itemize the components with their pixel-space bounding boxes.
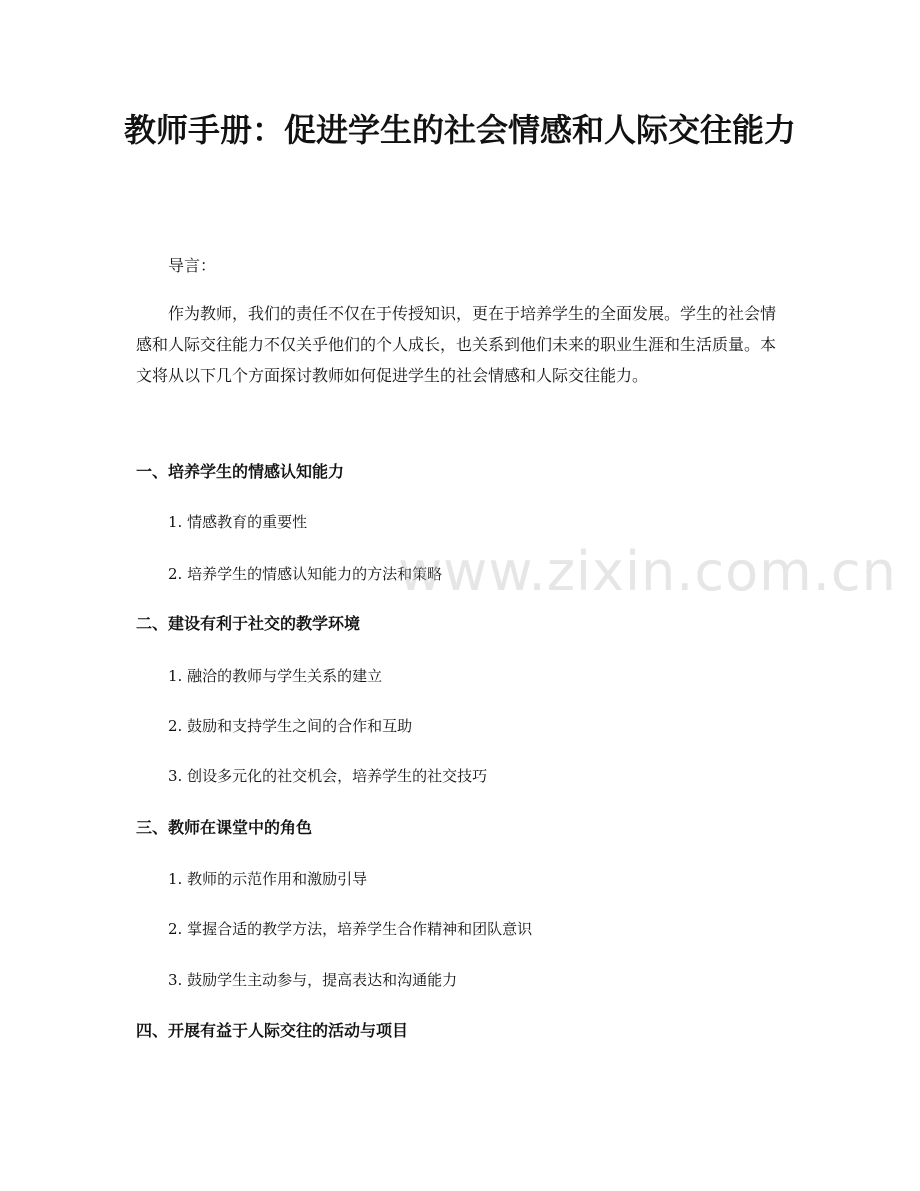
section-3-item-3: 3. 鼓励学生主动参与，提高表达和沟通能力	[168, 971, 458, 989]
section-2-item-2: 2. 鼓励和支持学生之间的合作和互助	[168, 717, 413, 735]
section-1-item-2: 2. 培养学生的情感认知能力的方法和策略	[168, 565, 443, 583]
section-heading-3: 三、教师在课堂中的角色	[136, 818, 313, 837]
section-3-item-2: 2. 掌握合适的教学方法，培养学生合作精神和团队意识	[168, 920, 533, 938]
section-heading-4: 四、开展有益于人际交往的活动与项目	[136, 1021, 409, 1040]
document-title: 教师手册：促进学生的社会情感和人际交往能力	[123, 111, 796, 149]
section-heading-1: 一、培养学生的情感认知能力	[136, 462, 345, 481]
section-2-item-3: 3. 创设多元化的社交机会，培养学生的社交技巧	[168, 767, 488, 785]
watermark-text: www.zixin.com.cn	[398, 540, 897, 603]
intro-label: 导言：	[168, 256, 217, 275]
section-2-item-1: 1. 融洽的教师与学生关系的建立	[168, 667, 383, 685]
section-heading-2: 二、建设有利于社交的教学环境	[136, 614, 361, 633]
section-3-item-1: 1. 教师的示范作用和激励引导	[168, 870, 368, 888]
section-1-item-1: 1. 情感教育的重要性	[168, 513, 308, 531]
intro-paragraph: 作为教师，我们的责任不仅在于传授知识，更在于培养学生的全面发展。学生的社会情感和人际交往能力不仅关乎他们的个人成长，也关系到他们未来的职业生涯和生活质量。本文将从以下几个方面探讨教师如何促进学生的社会情感和人际交往能力。	[136, 304, 777, 385]
